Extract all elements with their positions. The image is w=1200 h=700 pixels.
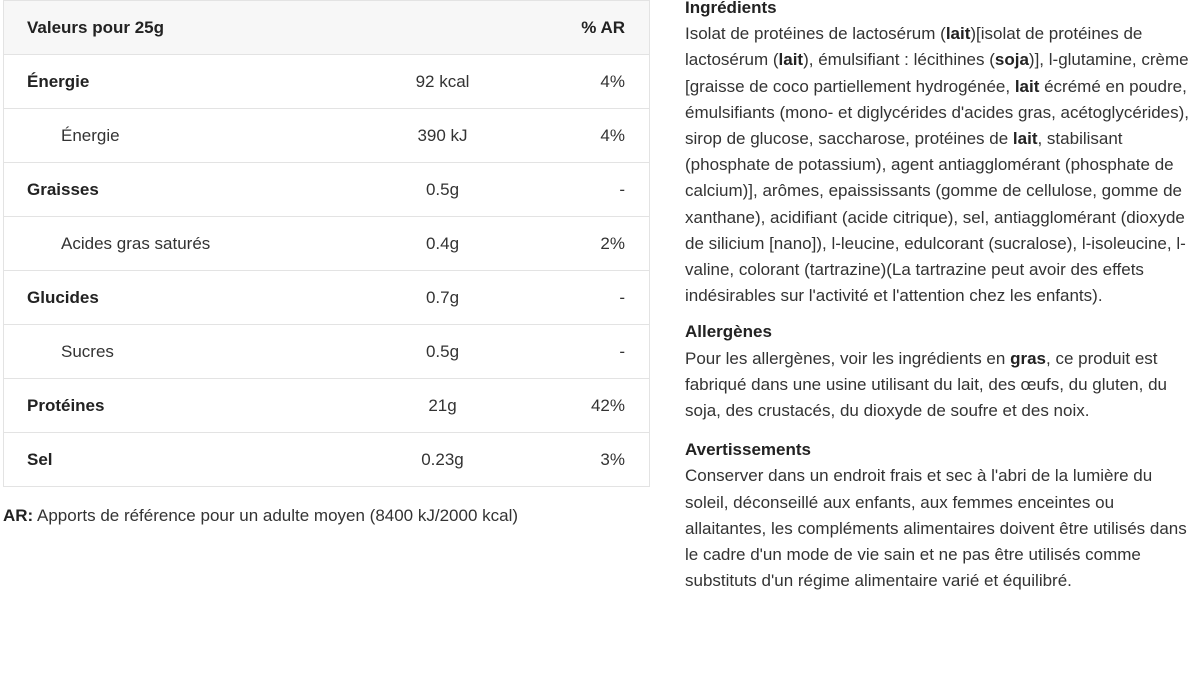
nutrition-row bbox=[4, 217, 650, 271]
warnings-text: Conserver dans un endroit frais et sec à l'abri de la lumière du soleil, déconseillé aux enfants, aux femmes enceintes ou allaitantes, les compléments alimentaires doivent être utilisés dans le cadre d'un mode de vie sain et ne pas être utilisés comme substituts d'un régime alimentaire varié et équilibré. bbox=[685, 466, 1187, 591]
header-serving-label: Valeurs pour 25g bbox=[4, 1, 362, 55]
text-segment: )], l-glutamine, crème [graisse de coco partiellement hydrogénée, bbox=[685, 50, 1189, 96]
allergen-highlight: lait bbox=[945, 24, 971, 44]
nutrient-label: Graisses bbox=[4, 163, 362, 217]
nutrient-ar: 42% bbox=[524, 379, 650, 433]
text-segment: )[isolat de protéines de lactosérum ( bbox=[685, 24, 1143, 70]
allergen-highlight: lait bbox=[1014, 76, 1040, 96]
nutrient-ar: - bbox=[524, 271, 650, 325]
allergen-highlight: lait bbox=[778, 50, 804, 70]
footnote-term: AR: bbox=[3, 506, 34, 525]
nutrition-table-header bbox=[4, 1, 650, 55]
text-segment: Pour les allergènes, voir les ingrédients en bbox=[685, 348, 1011, 368]
reference-intake-footnote bbox=[3, 506, 650, 526]
allergens-text bbox=[685, 346, 1200, 425]
nutrition-row bbox=[4, 109, 650, 163]
warnings-title: Avertissements bbox=[685, 440, 811, 460]
text-segment: Isolat de protéines de lactosérum ( bbox=[685, 24, 946, 44]
text-segment: ), émulsifiant : lécithines ( bbox=[803, 50, 995, 70]
nutrition-row bbox=[4, 55, 650, 109]
allergen-highlight: soja bbox=[994, 50, 1029, 70]
nutrient-ar: 4% bbox=[524, 55, 650, 109]
nutrition-row bbox=[4, 433, 650, 487]
footnote-text: Apports de référence pour un adulte moyen (8400 kJ/2000 kcal) bbox=[33, 506, 519, 525]
nutrient-value: 21g bbox=[361, 379, 524, 433]
nutrient-label: Protéines bbox=[4, 379, 362, 433]
nutrition-row bbox=[4, 163, 650, 217]
allergens-title: Allergènes bbox=[685, 322, 772, 342]
nutrient-value: 0.7g bbox=[361, 271, 524, 325]
nutrition-row bbox=[4, 379, 650, 433]
nutrition-table bbox=[3, 0, 650, 487]
allergens-section bbox=[685, 319, 1200, 424]
ingredients-section bbox=[685, 0, 1200, 309]
nutrient-label: Énergie bbox=[4, 55, 362, 109]
header-ar-label: % AR bbox=[524, 1, 650, 55]
nutrient-value: 0.5g bbox=[361, 325, 524, 379]
allergen-highlight: gras bbox=[1010, 348, 1046, 368]
nutrient-label: Sel bbox=[27, 449, 53, 469]
nutrient-value: 0.4g bbox=[361, 217, 524, 271]
text-segment: écrémé en poudre, émulsifiants (mono- et diglycérides d'acides gras, acétoglycérides), sirop de glucose, saccharose, protéines de bbox=[685, 76, 1190, 149]
nutrient-ar: 3% bbox=[600, 449, 625, 469]
nutrient-label: Énergie bbox=[4, 109, 362, 163]
nutrition-row bbox=[4, 271, 650, 325]
product-info-panel bbox=[685, 0, 1200, 594]
nutrition-panel bbox=[0, 0, 650, 526]
nutrient-value: 390 kJ bbox=[361, 109, 524, 163]
nutrient-ar: 4% bbox=[524, 109, 650, 163]
nutrient-value: 0.5g bbox=[361, 163, 524, 217]
nutrient-ar: - bbox=[524, 325, 650, 379]
text-segment: , ce produit est fabriqué dans une usine utilisant du lait, des œufs, du gluten, du soja, des crustacés, du dioxyde de soufre et des noix. bbox=[685, 348, 1167, 421]
nutrient-label: Acides gras saturés bbox=[4, 217, 362, 271]
nutrient-value: 0.23g bbox=[421, 449, 464, 469]
nutrient-label: Glucides bbox=[4, 271, 362, 325]
nutrient-label: Sucres bbox=[4, 325, 362, 379]
text-segment: , stabilisant (phosphate de potassium), agent antiagglomérant (phosphate de calcium)], arômes, epaississants (gomme de cellulose, gomme de xanthane), acidifiant (acide citrique), sel, antiagglomérant (dioxyde de silicium [nano]), l-leucine, edulcorant (sucralose), l-isoleucine, l-valine, colorant (tartrazine)(La tartrazine peut avoir des effets indésirables sur l'activité et l'attention chez les enfants). bbox=[685, 129, 1186, 306]
nutrition-table-body bbox=[4, 1, 650, 487]
ingredients-title: Ingrédients bbox=[685, 0, 777, 17]
nutrient-value: 92 kcal bbox=[361, 55, 524, 109]
nutrient-ar: - bbox=[524, 163, 650, 217]
ingredients-text bbox=[685, 21, 1200, 309]
nutrient-ar: 2% bbox=[524, 217, 650, 271]
warnings-section bbox=[685, 437, 1200, 594]
allergen-highlight: lait bbox=[1012, 129, 1038, 149]
header-value-spacer bbox=[361, 1, 524, 55]
nutrition-row bbox=[4, 325, 650, 379]
